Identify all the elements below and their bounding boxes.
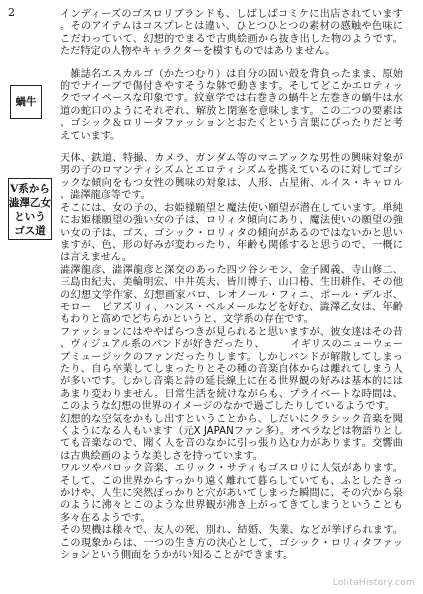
paragraph-shibusawa-otome: 澁澤龍彦、澁澤龍彦と深交のあった四ツ谷シモン、金子國義、寺山修二、三島由紀夫、美輪明宏、中井英夫、皆川博子、山口椿、生田耕作、その他の幻想文学作家、幻想画家バロ、レオノール・フィニ、ポール・デルボ、モロー ビアズリィ、ハンス・ベルメールなどを好む、澁澤乙女は、年齢もわりと高めでどちらかというと、文学系の存在です。	[60, 264, 403, 326]
paragraph-triggers: その契機は様々で、友人の死、別れ、結婚、失業、などが挙げられます。この現象からは、一つの生き方の決心として、ゴシック・ロリィタファッションという側面をうかがい知ることができます。	[60, 525, 403, 562]
sidebar-heading-line: 澁澤乙女	[9, 197, 51, 209]
paragraph-indie-brands: インディーズのゴスロリブランドも、しばしばコミケに出店されています。そのアイテムはコスプレとは違い、ひとつひとつの素材の感触や色味にこだわっていて、幻想的でまるで古典絵画から抜き出した物のようです。ただ特定の人物やキャラクターを模すものではありません。	[60, 9, 403, 58]
page-number: 2	[8, 6, 15, 19]
paragraph-waltz-baroque: ワルツやバロック音楽、エリック・サティもゴスロリに人気があります。そして、この世界からすっかり遠く離れて暮らしていても、ふとしたきっかけや、人生に突然ぽっかりと穴があいてしまった瞬間に、その穴から泉のように沸々とこのような世界観が沸き上がってきてしまうということも多々在るようです。	[60, 463, 403, 524]
paragraph-interests: 天体、鉄道、特撮、カメラ、ガンダム等のマニアックな男性の興味対象が男の子のロマンティシズムとエロティシズムを携えているのに対してゴシックな傾向をもつ女性の興味の対象は、人形、占星術、ルイス・キャロル、澁澤龍彦等です。	[60, 153, 403, 202]
watermark: LolitaHistory.com	[332, 578, 415, 588]
article-body	[60, 9, 403, 562]
paragraph-classical: 幻想的な空気をかもし出すということから、しだいにクラシック音楽を聞くようになる人もいます（元X JAPANファン多）。オペラなどは物語りとしても音楽なので、聞く人を音のなかに引っ張り込む力があります。交響曲は古典絵画のような美しさを持っています。	[60, 413, 403, 462]
sidebar-heading-vkei	[8, 178, 52, 240]
sidebar-heading-katatsumuri: 蝸牛	[10, 85, 42, 119]
paragraph-princess-witch: そこには、女の子の、お姫様願望と魔法使い願望が潜在しています。単純にお姫様願望の強い女の子は、ロリィタ傾向にあり、魔法使いの願望の強い女の子は、ゴス、ゴシック・ロリィタの傾向があるのではないかと思いますが、色、形の好みが変わったり、年齢も関係すると思うので、一概には言えません。	[60, 202, 403, 264]
paragraph-fashion-music: ファッションにはややばらつきが見られると思いますが、彼女達はその昔、ヴィジュアル系のバンドが好きだったり、 イギリスのニューウェーブミュージックのファンだったりします。しかしバンドが解散してしまったり、自ら卒業してしまったりとその種の音楽自体からは離れてしまう人が多いです。しかし音楽と詩の延長線上に在る世界観の好みは基本的にはあまり変わりません。日常生活を続けながらも、プライベートな時間は、このような幻想の世界のイメージのなかで過ごしたりしているようです。	[60, 326, 403, 413]
sidebar-heading-line: ゴス道	[14, 225, 46, 237]
sidebar-heading-line: V系から	[10, 183, 50, 195]
sidebar-heading-line: という	[14, 211, 46, 223]
paragraph-escargot: 雑誌名エスカルゴ（かたつむり）は自分の固い殻を背負ったまま、原始的でナイーブで傷付きやすそうな躰で動きます。そしてどこかエロティックでマイペースな印象です。紋章学では右巻きの蝸牛と左巻きの蝸牛は水道の蛇口のようにそれぞれ、解放と閉塞を意味します。この二つの要素は、ゴシック＆ロリータファッションとおたくという言葉にぴったりだと考えています。	[60, 68, 403, 142]
